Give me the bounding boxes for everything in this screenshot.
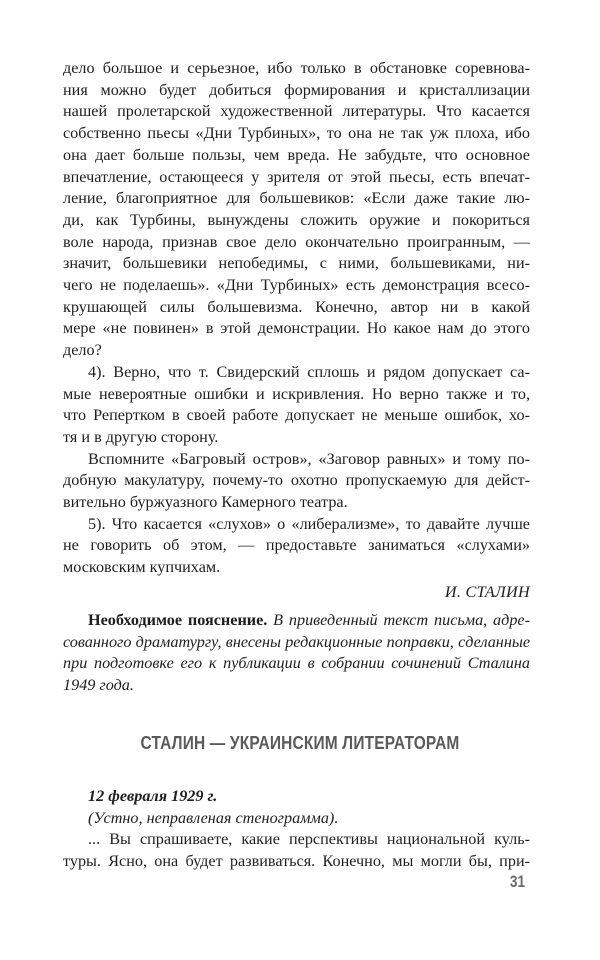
signature: И. СТАЛИН — [444, 582, 530, 601]
note-paragraph — [63, 610, 530, 697]
note-text: В приведенный текст письма, адре- — [267, 611, 530, 629]
paragraph-turbins — [63, 58, 530, 362]
source-note: (Устно, неправленая стенограмма). — [88, 808, 339, 827]
text-line: мере «не повинен» в этой демонстрации. Но какое нам до этого — [63, 319, 530, 338]
text-line: 5). Что касается «слухов» о «либерализме», то давайте лучше — [88, 514, 530, 533]
text-line — [63, 610, 530, 632]
text-line: воле народа, признав свое дело окончательно проигранным, — — [63, 232, 530, 251]
text-line: мые невероятные ошибки и искривления. Но верно также и то, — [63, 384, 530, 403]
note-label: Необходимое пояснение. — [88, 611, 268, 629]
text-line: 4). Верно, что т. Свидерский сплошь и рядом допускает са- — [88, 362, 530, 381]
text-line: дело большое и серьезное, ибо только в обстановке соревнова- — [63, 59, 530, 77]
text-line: туры. Ясно, она будет развиваться. Конечно, мы могли бы, при- — [63, 852, 530, 871]
editorial-note — [63, 610, 530, 697]
paragraph-point-5 — [63, 514, 530, 579]
paragraph-remember — [63, 449, 530, 514]
text-line: ... Вы спрашиваете, какие перспективы национальной куль- — [88, 830, 530, 849]
text-line: ление, благоприятное для большевиков: «Если даже такие лю- — [63, 189, 530, 208]
text-line: крушающей силы большевизма. Конечно, автор ни в какой — [63, 297, 530, 316]
text-line: дело? — [63, 341, 102, 360]
text-line: 1949 года. — [63, 676, 134, 695]
text-line: впечатление, остающееся у зрителя от этой пьесы, есть впечат- — [63, 167, 530, 186]
text-line: вительно буржуазного Камерного театра. — [63, 493, 348, 512]
text-line: ди, как Турбины, вынуждены сложить оружие и покориться — [63, 210, 530, 229]
text-line: ния можно будет добиться формирования и кристаллизации — [63, 80, 530, 99]
text-line: чего не поделаешь». «Дни Турбиных» есть демонстрация всесо- — [63, 276, 530, 295]
section-date: 12 февраля 1929 г. — [88, 787, 218, 805]
text-line: сованного драматургу, внесены редакционные поправки, сделанные — [63, 632, 530, 651]
text-line: Вспомните «Багровый остров», «Заговор равных» и тому по- — [88, 449, 530, 468]
text-line: не говорить об этом, — предоставьте заниматься «слухами» — [63, 536, 530, 555]
letter-text-block — [63, 58, 530, 602]
text-line: она дает больше пользы, чем вреда. Не забудьте, что основное — [63, 145, 530, 164]
section-paragraph — [63, 786, 530, 873]
text-line: московским купчихам. — [63, 558, 221, 577]
section-text-block — [63, 786, 530, 873]
text-line: нашей пролетарской художественной литературы. Что касается — [63, 102, 530, 121]
paragraph-point-4 — [63, 362, 530, 449]
text-line: собственно пьесы «Дни Турбиных», то она не так уж плоха, ибо — [63, 124, 530, 143]
text-line: тя и в другую сторону. — [63, 427, 219, 446]
text-line: что Репертком в своей работе допускает не меньше ошибок, хо- — [63, 406, 530, 425]
section-heading: СТАЛИН — УКРАИНСКИМ ЛИТЕРАТОРАМ — [140, 733, 460, 753]
text-line: добную макулатуру, почему-то охотно пропускаемую для дейст- — [63, 471, 530, 490]
page-number: 31 — [509, 872, 526, 891]
text-line: значит, большевики непобедимы, с ними, большевиками, ни- — [63, 254, 530, 273]
text-line: при подготовке его к публикации в собрании сочинений Сталина — [63, 654, 530, 673]
